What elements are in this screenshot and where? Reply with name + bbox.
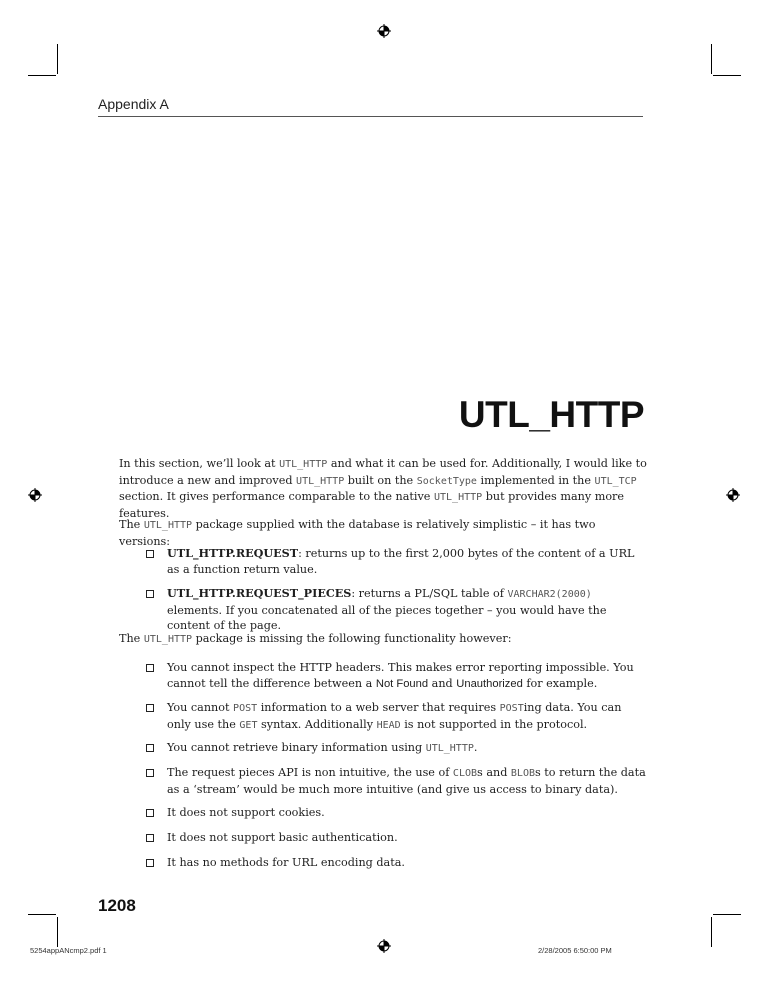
list-item: You cannot inspect the HTTP headers. This makes error reporting impossible. You cannot tell the difference between a Not Found and Unauthorized for example.: [146, 660, 646, 692]
list-item: The request pieces API is non intuitive, the use of CLOBs and BLOBs to return the data as a ‘stream’ would be much more intuitive (and give us access to binary data).: [146, 765, 646, 797]
registration-mark-icon: [28, 488, 42, 502]
checkbox-bullet-icon: [146, 590, 154, 598]
inline-code: UTL_HTTP: [143, 520, 193, 531]
checkbox-bullet-icon: [146, 664, 154, 672]
list-item: It has no methods for URL encoding data.: [146, 855, 646, 871]
running-header: Appendix A: [98, 96, 169, 112]
page-number: 1208: [98, 896, 136, 915]
missing-intro-paragraph: The UTL_HTTP package is missing the following functionality however:: [119, 632, 512, 645]
crop-mark: [57, 917, 58, 947]
term: UTL_HTTP.REQUEST_PIECES: [167, 586, 352, 600]
registration-mark-icon: [726, 488, 740, 502]
crop-mark: [713, 914, 741, 915]
registration-mark-icon: [377, 939, 391, 953]
crop-mark: [57, 44, 58, 74]
checkbox-bullet-icon: [146, 859, 154, 867]
registration-mark-icon: [377, 24, 391, 38]
checkbox-bullet-icon: [146, 809, 154, 817]
list-item: UTL_HTTP.REQUEST_PIECES: returns a PL/SQL table of VARCHAR2(2000) elements. If you concatenated all of the pieces together – you would have the content of the page.: [146, 586, 646, 634]
slug-timestamp: 2/28/2005 6:50:00 PM: [538, 946, 612, 955]
crop-mark: [28, 75, 56, 76]
list-item: You cannot retrieve binary information using UTL_HTTP.: [146, 740, 646, 757]
inline-code: UTL_HTTP: [279, 459, 328, 470]
header-rule: [98, 116, 643, 117]
slug-filename: 5254appANcmp2.pdf 1: [30, 946, 107, 955]
crop-mark: [28, 914, 56, 915]
checkbox-bullet-icon: [146, 550, 154, 558]
list-item: It does not support cookies.: [146, 805, 646, 821]
crop-mark: [711, 44, 712, 74]
list-item: UTL_HTTP.REQUEST: returns up to the first 2,000 bytes of the content of a URL as a function return value.: [146, 546, 646, 577]
crop-mark: [713, 75, 741, 76]
crop-mark: [711, 917, 712, 947]
checkbox-bullet-icon: [146, 704, 154, 712]
inline-code: VARCHAR2(2000): [507, 589, 592, 600]
versions-intro-paragraph: The UTL_HTTP package supplied with the database is relatively simplistic – it has two versions:: [119, 518, 596, 548]
intro-paragraph: In this section, we’ll look at UTL_HTTP and what it can be used for. Additionally, I would like to introduce a new and improved UTL_HTTP built on the SocketType implemented in the UTL_TCP section. It gives performance comparable to the native UTL_HTTP but provides many more features.: [119, 457, 647, 520]
inline-code: UTL_HTTP: [296, 475, 345, 487]
inline-code: SocketType: [416, 475, 477, 487]
checkbox-bullet-icon: [146, 834, 154, 842]
checkbox-bullet-icon: [146, 769, 154, 777]
inline-code: UTL_TCP: [594, 475, 637, 487]
inline-code: UTL_HTTP: [143, 634, 193, 645]
section-title: UTL_HTTP: [458, 394, 644, 435]
inline-code: UTL_HTTP: [433, 492, 483, 504]
checkbox-bullet-icon: [146, 744, 154, 752]
term: UTL_HTTP.REQUEST: [167, 546, 299, 560]
list-item: You cannot POST information to a web server that requires POSTing data. You can only use the GET syntax. Additionally HEAD is not supported in the protocol.: [146, 700, 646, 733]
list-item: It does not support basic authentication.: [146, 830, 646, 846]
